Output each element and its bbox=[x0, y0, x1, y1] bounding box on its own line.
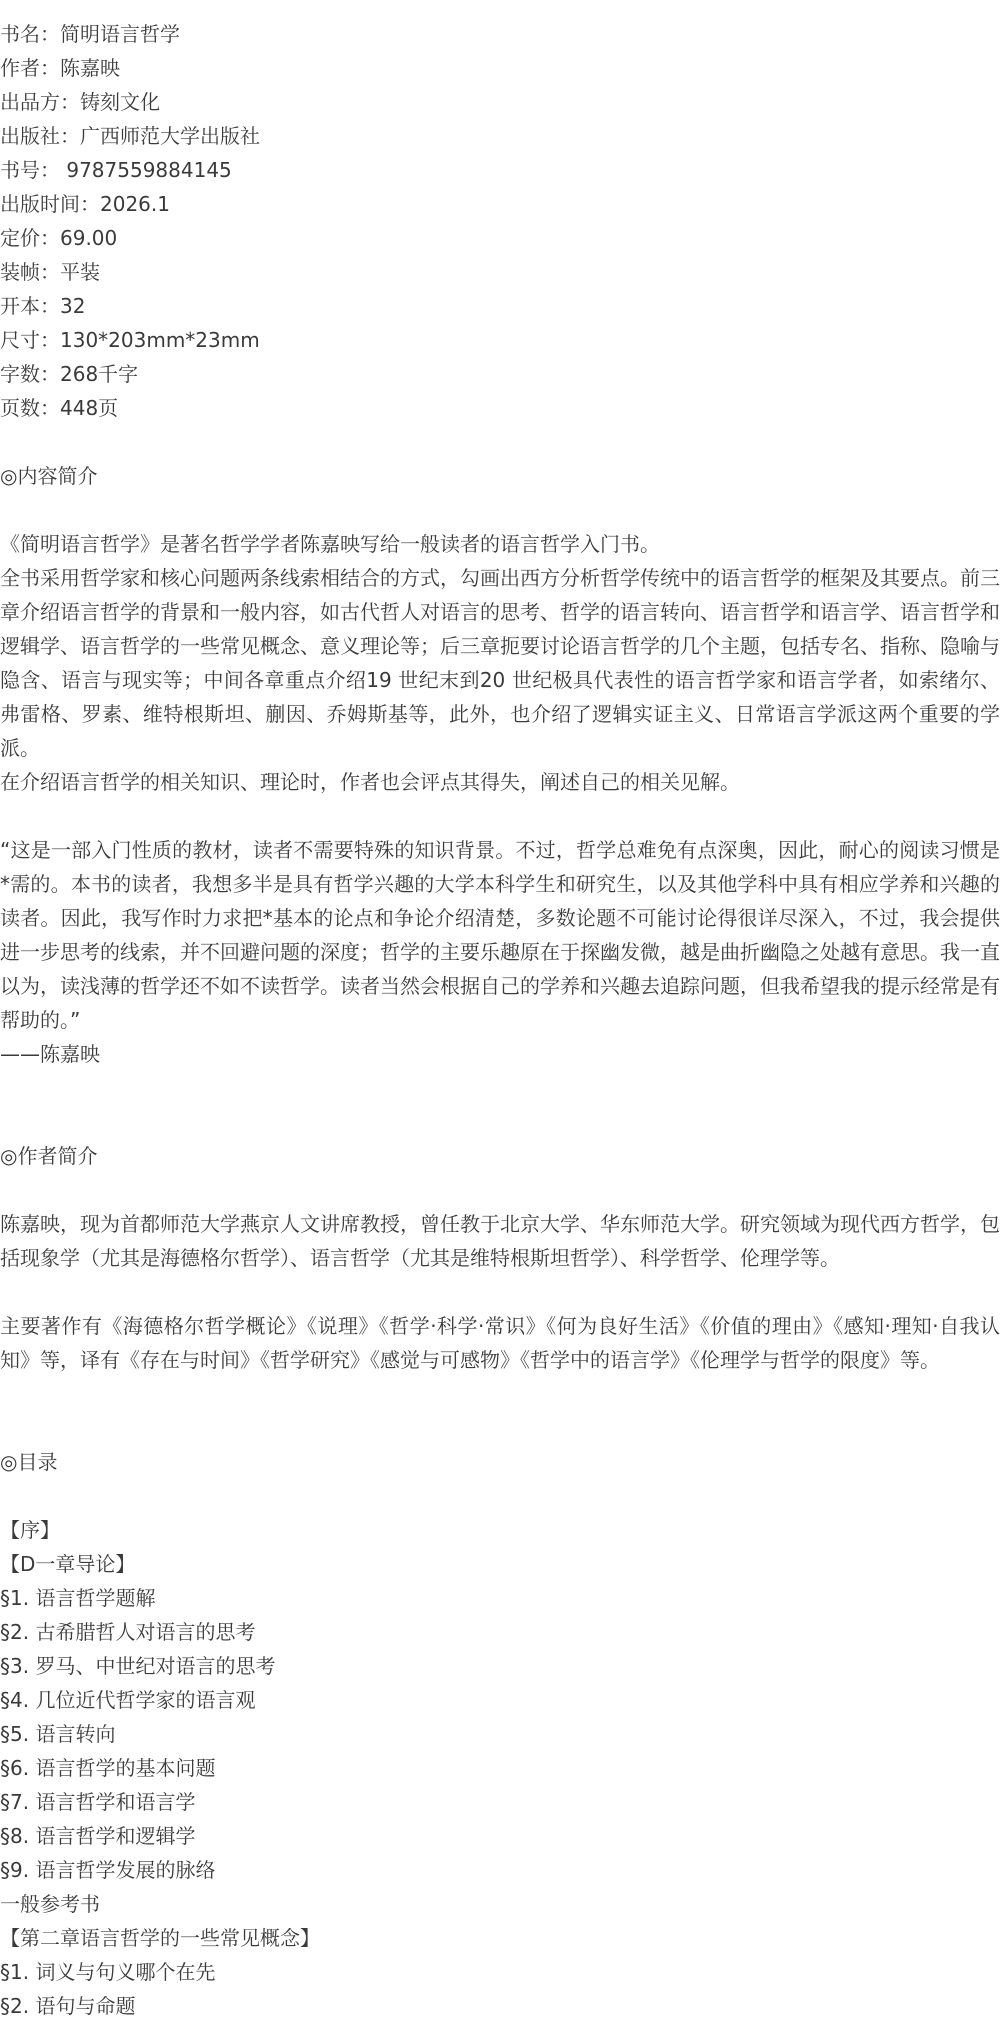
toc-item: §2. 语句与命题 bbox=[0, 1994, 136, 2018]
meta-producer: 出品方：铸刻文化 bbox=[0, 90, 160, 114]
meta-price: 定价：69.00 bbox=[0, 226, 118, 250]
toc-item: §3. 罗马、中世纪对语言的思考 bbox=[0, 1654, 276, 1678]
meta-pages: 页数：448页 bbox=[0, 396, 119, 420]
toc-item: 【第二章语言哲学的一些常见概念】 bbox=[0, 1926, 320, 1950]
meta-wordcount: 字数：268千字 bbox=[0, 362, 139, 386]
meta-title: 书名：简明语言哲学 bbox=[0, 22, 180, 46]
toc-item: §5. 语言转向 bbox=[0, 1722, 116, 1746]
meta-isbn: 书号： 9787559884145 bbox=[0, 158, 232, 182]
toc-item: §9. 语言哲学发展的脉络 bbox=[0, 1858, 216, 1882]
toc-item: §7. 语言哲学和语言学 bbox=[0, 1790, 196, 1814]
author-heading: ◎作者简介 bbox=[0, 1144, 98, 1168]
summary-note: 在介绍语言哲学的相关知识、理论时，作者也会评点其得失，阐述自己的相关见解。 bbox=[0, 770, 740, 794]
toc-item: §1. 语言哲学题解 bbox=[0, 1586, 156, 1610]
toc-item: §8. 语言哲学和逻辑学 bbox=[0, 1824, 196, 1848]
summary-intro: 《简明语言哲学》是著名哲学学者陈嘉映写给一般读者的语言哲学入门书。 bbox=[0, 532, 660, 556]
quote-signature: ——陈嘉映 bbox=[0, 1042, 100, 1066]
toc-item: 【D一章导论】 bbox=[0, 1552, 136, 1576]
toc-item: §6. 语言哲学的基本问题 bbox=[0, 1756, 216, 1780]
meta-format: 开本：32 bbox=[0, 294, 86, 318]
author-quote: “这是一部入门性质的教材，读者不需要特殊的知识背景。不过，哲学总难免有点深奥，因此，耐心的阅读习惯是*需的。本书的读者，我想多半是具有哲学兴趣的大学本科学生和研究生，以及其他学科中具有相应学养和兴趣的读者。因此，我写作时力求把*基本的论点和争论介绍清楚，多数论题不可能讨论得很详尽深入，不过，我会提供进一步思考的线索，并不回避问题的深度；哲学的主要乐趣原在于探幽发微，越是曲折幽隐之处越有意思。我一直以为，读浅薄的哲学还不如不读哲学。读者当然会根据自己的学养和兴趣去追踪问题，但我希望我的提示经常是有帮助的。” bbox=[0, 838, 1000, 1032]
toc-item: §1. 词义与句义哪个在先 bbox=[0, 1960, 216, 1984]
meta-size: 尺寸：130*203mm*23mm bbox=[0, 328, 260, 352]
meta-author: 作者：陈嘉映 bbox=[0, 56, 120, 80]
meta-date: 出版时间：2026.1 bbox=[0, 192, 170, 216]
meta-binding: 装帧：平装 bbox=[0, 260, 100, 284]
toc-item: §2. 古希腊哲人对语言的思考 bbox=[0, 1620, 256, 1644]
toc-item: §4. 几位近代哲学家的语言观 bbox=[0, 1688, 256, 1712]
toc-item: 一般参考书 bbox=[0, 1892, 100, 1916]
author-bio: 陈嘉映，现为首都师范大学燕京人文讲席教授，曾任教于北京大学、华东师范大学。研究领域为现代西方哲学，包括现象学（尤其是海德格尔哲学）、语言哲学（尤其是维特根斯坦哲学）、科学哲学、伦理学等。 bbox=[0, 1212, 1000, 1270]
author-works: 主要著作有《海德格尔哲学概论》《说理》《哲学·科学·常识》《何为良好生活》《价值的理由》《感知·理知·自我认知》等，译有《存在与时间》《哲学研究》《感觉与可感物》《哲学中的语言学》《伦理学与哲学的限度》等。 bbox=[0, 1314, 1000, 1372]
toc-item: 【序】 bbox=[0, 1518, 60, 1542]
toc-heading: ◎目录 bbox=[0, 1450, 58, 1474]
summary-body: 全书采用哲学家和核心问题两条线索相结合的方式，勾画出西方分析哲学传统中的语言哲学的框架及其要点。前三章介绍语言哲学的背景和一般内容，如古代哲人对语言的思考、哲学的语言转向、语言哲学和语言学、语言哲学和逻辑学、语言哲学的一些常见概念、意义理论等；后三章扼要讨论语言哲学的几个主题，包括专名、指称、隐喻与隐含、语言与现实等；中间各章重点介绍19 世纪末到20 世纪极具代表性的语言哲学家和语言学者，如索绪尔、弗雷格、罗素、维特根斯坦、蒯因、乔姆斯基等，此外，也介绍了逻辑实证主义、日常语言学派这两个重要的学派。 bbox=[0, 566, 1000, 760]
meta-publisher: 出版社：广西师范大学出版社 bbox=[0, 124, 260, 148]
summary-heading: ◎内容简介 bbox=[0, 464, 98, 488]
